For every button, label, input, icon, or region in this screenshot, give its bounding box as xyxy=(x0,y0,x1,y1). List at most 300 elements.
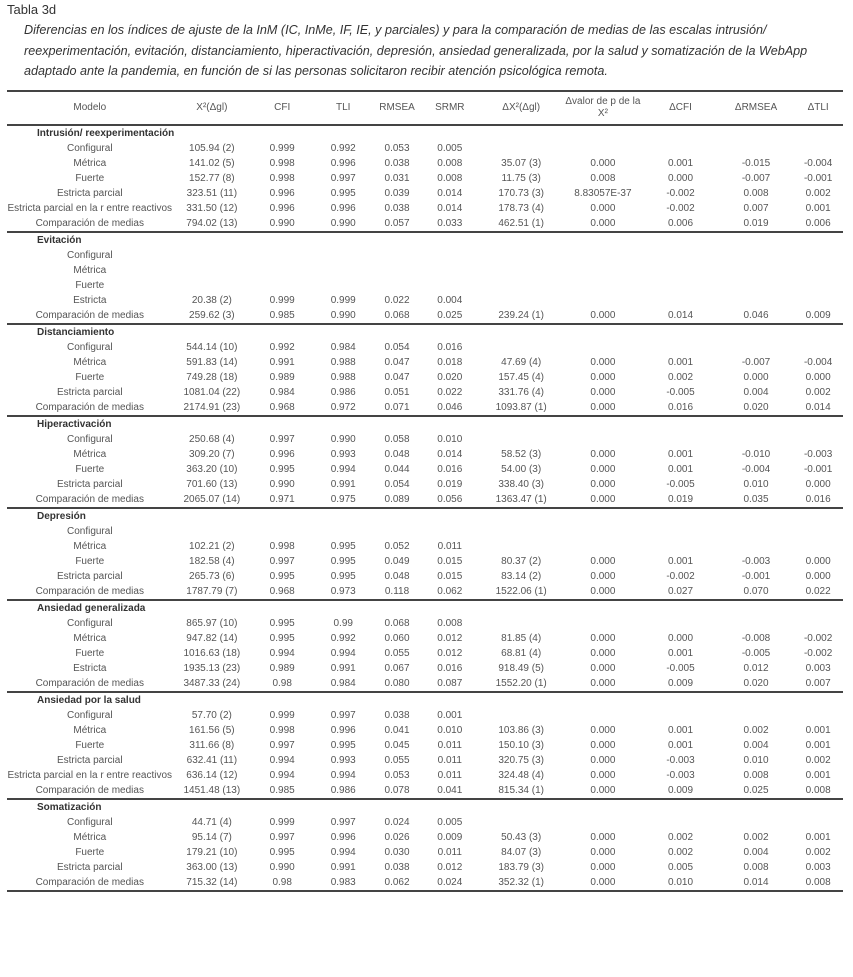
cell-rmsea: 0.058 xyxy=(384,434,410,445)
cell-cfi: 0.994 xyxy=(269,770,295,781)
cell-tli: 0.994 xyxy=(330,648,356,659)
cell-cfi: 0.997 xyxy=(269,556,295,567)
cell-chi2: 152.77 (8) xyxy=(189,173,235,184)
table-row xyxy=(7,400,843,416)
cell-rmsea xyxy=(373,278,421,293)
cell-chi2 xyxy=(173,263,252,278)
cell-model: Estricta parcial en la r entre reactivos xyxy=(7,770,173,781)
cell-delta-rmsea: -0.015 xyxy=(741,158,771,169)
cell-tli: 0.986 xyxy=(330,387,356,398)
cell-delta-rmsea xyxy=(719,616,793,631)
cell-delta-chi2: 84.07 (3) xyxy=(501,847,542,858)
table-row xyxy=(7,616,843,631)
cell-chi2: 259.62 (3) xyxy=(189,310,235,321)
cell-srmr: 0.014 xyxy=(437,188,463,199)
cell-chi2: 265.73 (6) xyxy=(189,571,235,582)
table-row xyxy=(7,370,843,385)
cell-srmr: 0.009 xyxy=(437,832,463,843)
cell-delta-tli: 0.000 xyxy=(805,479,831,490)
cell-delta-tli: 0.000 xyxy=(805,556,831,567)
table-row xyxy=(7,201,843,216)
cell-delta-p: 0.000 xyxy=(590,770,616,781)
cell-delta-cfi: 0.019 xyxy=(667,494,694,505)
table-row xyxy=(7,708,843,723)
cell-rmsea: 0.052 xyxy=(384,541,410,552)
cell-tli: 0.988 xyxy=(330,357,356,368)
cell-delta-tli: 0.001 xyxy=(805,770,831,781)
cell-delta-p: 0.000 xyxy=(590,633,616,644)
cell-chi2: 102.21 (2) xyxy=(189,541,235,552)
cell-chi2: 179.21 (10) xyxy=(186,847,238,858)
cell-delta-tli: -0.002 xyxy=(803,648,833,659)
cell-delta-chi2: 103.86 (3) xyxy=(498,725,544,736)
table-row xyxy=(7,768,843,783)
cell-tli: 0.991 xyxy=(330,862,356,873)
cell-delta-chi2 xyxy=(479,263,564,278)
cell-delta-tli: 0.014 xyxy=(805,402,831,413)
cell-delta-tli: 0.008 xyxy=(805,877,831,888)
header-delta-rmsea: ΔRMSEA xyxy=(734,102,778,113)
cell-delta-cfi: -0.003 xyxy=(666,755,695,766)
cell-cfi: 0.984 xyxy=(269,387,295,398)
cell-delta-rmsea: 0.020 xyxy=(743,678,769,689)
cell-srmr xyxy=(421,263,479,278)
cell-cfi: 0.999 xyxy=(269,295,295,306)
cell-srmr: 0.020 xyxy=(437,372,463,383)
cell-delta-cfi: -0.002 xyxy=(666,203,695,214)
cell-delta-rmsea xyxy=(719,278,793,293)
cell-model: Configural xyxy=(66,526,113,537)
cell-rmsea: 0.039 xyxy=(384,188,410,199)
cell-delta-rmsea xyxy=(719,524,793,539)
header-modelo: Modelo xyxy=(73,102,107,113)
cell-delta-p: 0.008 xyxy=(590,173,616,184)
table-body xyxy=(7,125,843,891)
cell-rmsea: 0.080 xyxy=(384,678,410,689)
cell-delta-rmsea: -0.004 xyxy=(741,464,771,475)
section-header-row xyxy=(7,324,843,340)
cell-delta-cfi: 0.002 xyxy=(667,847,694,858)
cell-srmr: 0.012 xyxy=(437,862,463,873)
cell-model: Fuerte xyxy=(75,173,105,184)
cell-delta-p: 0.000 xyxy=(590,648,616,659)
cell-delta-cfi: -0.002 xyxy=(666,188,695,199)
cell-tli: 0.996 xyxy=(330,158,356,169)
cell-chi2: 636.14 (12) xyxy=(186,770,238,781)
cell-delta-chi2: 47.69 (4) xyxy=(501,357,542,368)
cell-model: Métrica xyxy=(73,633,107,644)
cell-delta-p: 0.000 xyxy=(590,877,616,888)
section-header-row xyxy=(7,508,843,524)
cell-delta-chi2: 68.81 (4) xyxy=(501,648,542,659)
cell-chi2: 1081.04 (22) xyxy=(183,387,241,398)
cell-delta-cfi xyxy=(642,524,719,539)
section-title: Evitación xyxy=(37,235,82,246)
table-row xyxy=(7,815,843,830)
cell-cfi: 0.990 xyxy=(269,479,295,490)
cell-chi2: 632.41 (11) xyxy=(186,755,238,766)
cell-tli: 0.984 xyxy=(330,678,356,689)
cell-cfi: 0.998 xyxy=(269,541,295,552)
cell-delta-tli: 0.016 xyxy=(805,494,831,505)
cell-delta-chi2 xyxy=(479,141,564,156)
cell-chi2: 2174.91 (23) xyxy=(183,402,241,413)
cell-tli: 0.984 xyxy=(330,342,356,353)
cell-rmsea: 0.051 xyxy=(384,387,410,398)
cell-delta-cfi xyxy=(642,539,719,554)
cell-rmsea: 0.055 xyxy=(384,648,410,659)
cell-tli: 0.990 xyxy=(330,218,356,229)
cell-delta-cfi: 0.010 xyxy=(667,877,694,888)
cell-rmsea: 0.038 xyxy=(384,710,410,721)
table-caption: Diferencias en los índices de ajuste de la InM (IC, InMe, IF, IE, y parciales) y para la comparación de medias de las escalas intrusión/ reexperimentación, evitación, distanciamiento, hiperactivación, depresión, ansiedad generalizada, por la salud y somatización de la WebApp adaptado ante la pandemia, en función de si las personas solicitaron recibir atención psicológica remota. xyxy=(24,23,808,78)
cell-model: Estricta xyxy=(73,295,107,306)
cell-srmr: 0.062 xyxy=(437,586,463,597)
section-title: Ansiedad generalizada xyxy=(37,603,146,614)
cell-tli: 0.995 xyxy=(330,556,356,567)
cell-model: Estricta parcial xyxy=(56,862,123,873)
cell-model: Estricta parcial xyxy=(56,755,123,766)
cell-delta-p: 0.000 xyxy=(590,449,616,460)
cell-rmsea: 0.078 xyxy=(384,785,410,796)
cell-delta-cfi: -0.005 xyxy=(666,387,695,398)
cell-delta-tli: -0.004 xyxy=(803,158,833,169)
cell-rmsea: 0.118 xyxy=(384,586,410,597)
cell-delta-chi2: 1093.87 (1) xyxy=(495,402,547,413)
cell-delta-p xyxy=(564,524,643,539)
cell-delta-chi2: 35.07 (3) xyxy=(501,158,542,169)
cell-delta-p: 0.000 xyxy=(590,755,616,766)
cell-delta-chi2: 80.37 (2) xyxy=(501,556,542,567)
cell-delta-chi2: 352.32 (1) xyxy=(498,877,544,888)
cell-delta-p xyxy=(564,539,643,554)
cell-model: Comparación de medias xyxy=(35,586,144,597)
cell-chi2: 311.66 (8) xyxy=(189,740,235,751)
cell-chi2: 544.14 (10) xyxy=(186,342,238,353)
cell-rmsea: 0.030 xyxy=(384,847,410,858)
table-row xyxy=(7,584,843,600)
cell-chi2: 331.50 (12) xyxy=(186,203,238,214)
cell-delta-rmsea xyxy=(719,815,793,830)
cell-chi2: 794.02 (13) xyxy=(186,218,238,229)
cell-delta-chi2: 918.49 (5) xyxy=(498,663,544,674)
cell-srmr: 0.046 xyxy=(437,402,463,413)
table-row xyxy=(7,524,843,539)
cell-chi2: 947.82 (14) xyxy=(186,633,238,644)
cell-delta-p: 0.000 xyxy=(590,725,616,736)
cell-model: Estricta parcial xyxy=(56,479,123,490)
cell-delta-p: 0.000 xyxy=(590,785,616,796)
cell-delta-cfi: 0.005 xyxy=(667,862,694,873)
cell-chi2: 323.51 (11) xyxy=(186,188,238,199)
cell-chi2: 715.32 (14) xyxy=(186,877,238,888)
cell-delta-p xyxy=(564,293,643,308)
cell-model: Comparación de medias xyxy=(35,494,144,505)
cell-delta-chi2: 324.48 (4) xyxy=(498,770,544,781)
cell-tli: 0.995 xyxy=(330,571,356,582)
table-row xyxy=(7,738,843,753)
cell-delta-p xyxy=(564,278,643,293)
cell-delta-cfi: 0.001 xyxy=(667,158,694,169)
cell-delta-tli xyxy=(793,248,843,263)
cell-delta-rmsea: -0.010 xyxy=(741,449,771,460)
cell-delta-chi2 xyxy=(479,524,564,539)
cell-tli: 0.996 xyxy=(330,203,356,214)
cell-cfi: 0.989 xyxy=(269,372,295,383)
cell-model: Métrica xyxy=(73,158,107,169)
cell-delta-rmsea: 0.010 xyxy=(743,755,769,766)
table-row xyxy=(7,340,843,355)
cell-model: Métrica xyxy=(73,832,107,843)
cell-delta-rmsea: 0.008 xyxy=(743,188,769,199)
cell-model: Métrica xyxy=(73,357,107,368)
cell-model: Estricta parcial en la r entre reactivos xyxy=(7,203,173,214)
cell-delta-tli xyxy=(793,340,843,355)
cell-rmsea: 0.047 xyxy=(384,357,410,368)
header-delta-p: Δvalor de p de la X² xyxy=(565,96,641,119)
cell-chi2: 309.20 (7) xyxy=(189,449,235,460)
cell-tli: 0.990 xyxy=(330,310,356,321)
cell-model: Configural xyxy=(66,250,113,261)
cell-tli: 0.992 xyxy=(330,143,356,154)
cell-delta-p: 0.000 xyxy=(590,556,616,567)
cell-delta-chi2: 170.73 (3) xyxy=(498,188,544,199)
cell-delta-cfi: 0.000 xyxy=(667,173,694,184)
cell-delta-chi2 xyxy=(479,708,564,723)
cell-model: Métrica xyxy=(73,265,107,276)
cell-delta-chi2: 183.79 (3) xyxy=(498,862,544,873)
cell-tli: 0.993 xyxy=(330,755,356,766)
cell-cfi: 0.991 xyxy=(269,357,295,368)
cell-srmr: 0.056 xyxy=(437,494,463,505)
cell-chi2: 591.83 (14) xyxy=(186,357,238,368)
cell-delta-cfi: 0.009 xyxy=(667,678,694,689)
cell-tli: 0.993 xyxy=(330,449,356,460)
table-row xyxy=(7,432,843,447)
cell-delta-cfi xyxy=(642,263,719,278)
cell-srmr: 0.011 xyxy=(437,740,462,751)
cell-delta-tli: 0.007 xyxy=(805,678,831,689)
header-cfi: CFI xyxy=(274,102,291,113)
section-title: Depresión xyxy=(37,511,86,522)
cell-delta-p: 0.000 xyxy=(590,494,616,505)
header-delta-chi2: ΔX²(Δgl) xyxy=(502,102,541,113)
cell-delta-cfi: 0.001 xyxy=(667,740,694,751)
cell-tli xyxy=(313,278,373,293)
cell-tli: 0.988 xyxy=(330,372,356,383)
section-header-row xyxy=(7,232,843,248)
cell-delta-tli xyxy=(793,293,843,308)
cell-tli: 0.986 xyxy=(330,785,356,796)
table-row xyxy=(7,554,843,569)
cell-delta-cfi: 0.016 xyxy=(667,402,694,413)
table-row xyxy=(7,156,843,171)
cell-delta-chi2 xyxy=(479,815,564,830)
cell-delta-chi2: 338.40 (3) xyxy=(498,479,544,490)
table-label: Tabla 3d xyxy=(7,2,57,17)
cell-delta-chi2: 50.43 (3) xyxy=(501,832,542,843)
cell-delta-cfi: -0.005 xyxy=(666,479,695,490)
section-title: Distanciamiento xyxy=(37,327,115,338)
header-tli: TLI xyxy=(336,102,351,113)
cell-delta-rmsea: 0.020 xyxy=(743,402,769,413)
cell-cfi: 0.997 xyxy=(269,740,295,751)
cell-delta-p: 0.000 xyxy=(590,740,616,751)
cell-delta-chi2: 54.00 (3) xyxy=(501,464,542,475)
cell-delta-chi2: 150.10 (3) xyxy=(498,740,544,751)
cell-srmr: 0.010 xyxy=(437,725,463,736)
cell-delta-chi2 xyxy=(479,293,564,308)
cell-delta-cfi: -0.003 xyxy=(666,770,695,781)
cell-rmsea: 0.054 xyxy=(384,479,410,490)
cell-delta-rmsea: 0.025 xyxy=(743,785,769,796)
cell-delta-p: 0.000 xyxy=(590,402,616,413)
cell-tli: 0.983 xyxy=(330,877,356,888)
cell-tli: 0.994 xyxy=(330,847,356,858)
cell-delta-chi2: 462.51 (1) xyxy=(498,218,544,229)
cell-cfi: 0.995 xyxy=(269,464,295,475)
cell-cfi: 0.997 xyxy=(269,832,295,843)
cell-cfi: 0.995 xyxy=(269,571,295,582)
cell-delta-tli: 0.001 xyxy=(805,740,831,751)
cell-delta-p: 0.000 xyxy=(590,158,616,169)
cell-chi2: 250.68 (4) xyxy=(189,434,235,445)
table-row xyxy=(7,385,843,400)
table-row xyxy=(7,646,843,661)
cell-delta-p xyxy=(564,432,643,447)
cell-delta-p xyxy=(564,263,643,278)
cell-delta-chi2: 239.24 (1) xyxy=(498,310,544,321)
cell-delta-tli: 0.001 xyxy=(805,203,831,214)
cell-delta-rmsea xyxy=(719,248,793,263)
cell-delta-chi2 xyxy=(479,278,564,293)
table-row xyxy=(7,661,843,676)
cell-delta-rmsea: 0.070 xyxy=(743,586,769,597)
cell-delta-chi2: 157.45 (4) xyxy=(498,372,544,383)
cell-delta-chi2: 1522.06 (1) xyxy=(495,586,547,597)
cell-srmr: 0.005 xyxy=(437,817,463,828)
cell-delta-chi2: 1552.20 (1) xyxy=(495,678,547,689)
cell-cfi: 0.998 xyxy=(269,158,295,169)
cell-srmr: 0.019 xyxy=(437,479,463,490)
section-title: Hiperactivación xyxy=(37,419,112,430)
cell-model: Estricta parcial xyxy=(56,571,123,582)
cell-srmr: 0.012 xyxy=(437,648,463,659)
cell-delta-p xyxy=(564,340,643,355)
cell-delta-tli xyxy=(793,616,843,631)
cell-delta-p: 0.000 xyxy=(590,203,616,214)
cell-tli: 0.992 xyxy=(330,633,356,644)
cell-chi2 xyxy=(173,524,252,539)
table-row xyxy=(7,631,843,646)
cell-model: Estricta parcial xyxy=(56,188,123,199)
cell-tli: 0.996 xyxy=(330,832,356,843)
cell-rmsea: 0.038 xyxy=(384,158,410,169)
cell-cfi: 0.968 xyxy=(269,402,295,413)
cell-delta-p xyxy=(564,141,643,156)
cell-delta-cfi: 0.002 xyxy=(667,372,694,383)
cell-delta-p: 0.000 xyxy=(590,464,616,475)
table-row xyxy=(7,171,843,186)
cell-delta-p: 0.000 xyxy=(590,678,616,689)
cell-cfi: 0.999 xyxy=(269,143,295,154)
cell-delta-cfi: 0.001 xyxy=(667,449,694,460)
cell-model: Estricta parcial xyxy=(56,387,123,398)
cell-delta-cfi: 0.014 xyxy=(667,310,694,321)
cell-model: Estricta xyxy=(73,663,107,674)
cell-cfi: 0.971 xyxy=(269,494,295,505)
cell-delta-rmsea: 0.019 xyxy=(743,218,769,229)
cell-rmsea: 0.060 xyxy=(384,633,410,644)
cell-rmsea: 0.031 xyxy=(384,173,410,184)
table-row xyxy=(7,845,843,860)
cell-delta-tli: 0.003 xyxy=(805,663,831,674)
cell-rmsea: 0.068 xyxy=(384,618,410,629)
cell-model: Configural xyxy=(66,434,113,445)
cell-delta-rmsea: 0.002 xyxy=(743,725,769,736)
cell-model: Comparación de medias xyxy=(35,218,144,229)
cell-delta-tli: -0.004 xyxy=(803,357,833,368)
cell-delta-rmsea: 0.004 xyxy=(743,847,769,858)
cell-delta-rmsea xyxy=(719,340,793,355)
cell-chi2: 57.70 (2) xyxy=(191,710,232,721)
cell-delta-tli: 0.001 xyxy=(805,725,831,736)
cell-rmsea: 0.022 xyxy=(384,295,410,306)
cell-tli: 0.99 xyxy=(333,618,353,629)
cell-delta-tli: 0.000 xyxy=(805,372,831,383)
cell-tli: 0.995 xyxy=(330,541,356,552)
cell-chi2: 1451.48 (13) xyxy=(183,785,241,796)
cell-delta-p: 0.000 xyxy=(590,372,616,383)
cell-cfi: 0.998 xyxy=(269,173,295,184)
cell-delta-tli xyxy=(793,141,843,156)
cell-delta-tli: 0.008 xyxy=(805,785,831,796)
cell-delta-tli: -0.001 xyxy=(803,173,833,184)
cell-chi2: 1935.13 (23) xyxy=(183,663,241,674)
cell-delta-cfi: 0.001 xyxy=(667,556,694,567)
cell-cfi xyxy=(251,263,313,278)
header-delta-cfi: ΔCFI xyxy=(669,102,692,113)
cell-delta-tli: -0.002 xyxy=(803,633,833,644)
cell-delta-chi2 xyxy=(479,248,564,263)
cell-delta-cfi: -0.002 xyxy=(666,571,695,582)
cell-delta-p xyxy=(564,616,643,631)
cell-delta-tli xyxy=(793,815,843,830)
cell-delta-cfi: 0.006 xyxy=(667,218,694,229)
cell-rmsea: 0.048 xyxy=(384,571,410,582)
cell-delta-rmsea xyxy=(719,263,793,278)
cell-delta-cfi xyxy=(642,815,719,830)
section-title: Somatización xyxy=(37,802,102,813)
cell-delta-tli: 0.006 xyxy=(805,218,831,229)
cell-delta-cfi: 0.002 xyxy=(667,832,694,843)
cell-model: Fuerte xyxy=(75,847,105,858)
section-header-row xyxy=(7,125,843,141)
cell-delta-tli xyxy=(793,539,843,554)
cell-chi2: 363.00 (13) xyxy=(186,862,238,873)
cell-srmr: 0.016 xyxy=(437,663,463,674)
cell-delta-p: 0.000 xyxy=(590,357,616,368)
cell-cfi: 0.995 xyxy=(269,847,295,858)
cell-chi2: 95.14 (7) xyxy=(191,832,232,843)
cell-srmr: 0.008 xyxy=(437,618,463,629)
cell-srmr: 0.005 xyxy=(437,143,463,154)
cell-cfi xyxy=(251,524,313,539)
cell-delta-tli: 0.002 xyxy=(805,387,831,398)
section-title: Intrusión/ reexperimentación xyxy=(37,128,175,139)
cell-srmr: 0.014 xyxy=(437,449,463,460)
cell-rmsea: 0.049 xyxy=(384,556,410,567)
